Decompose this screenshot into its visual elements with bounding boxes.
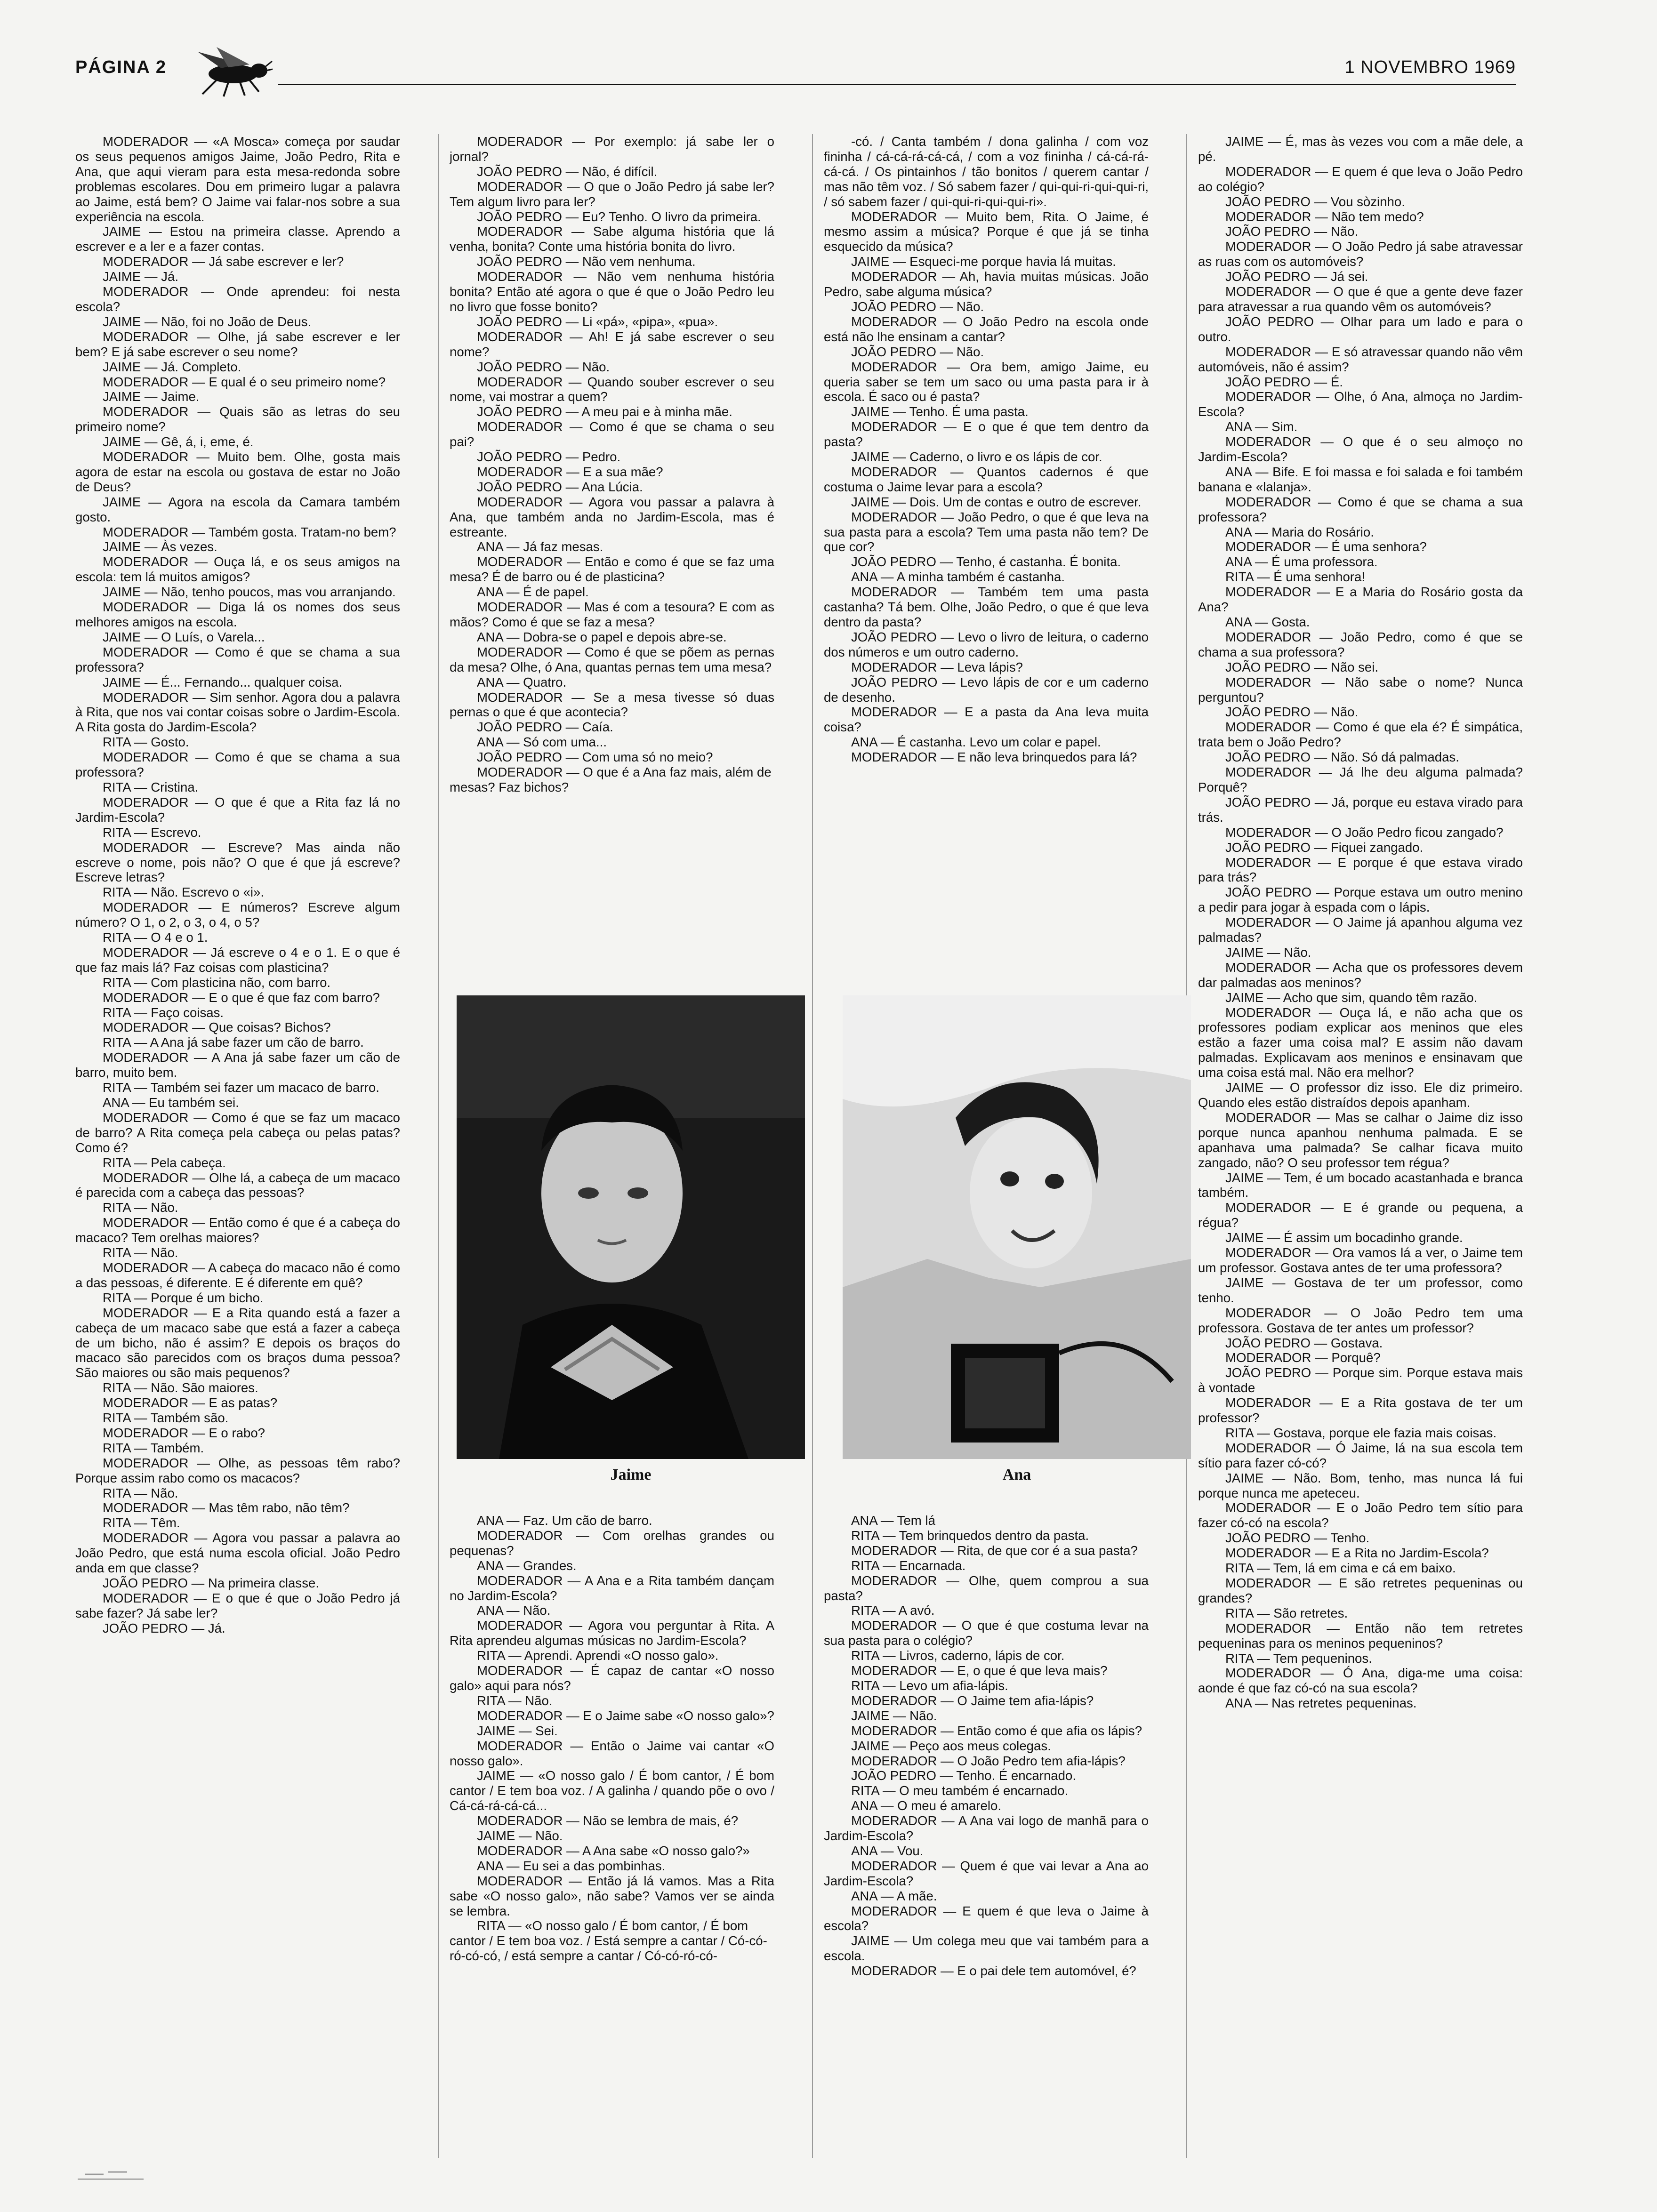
dialogue-paragraph: MODERADOR — Sabe alguma história que lá venha, bonita? Conte uma história bonita do livro. [450,224,774,254]
dialogue-paragraph: MODERADOR — Como é que se põem as pernas da mesa? Olhe, ó Ana, quantas pernas tem uma mesa? [450,644,774,674]
dialogue-paragraph: RITA — Não. [103,1200,178,1215]
column-divider [438,134,439,2158]
dialogue-paragraph: MODERADOR — E porque é que estava virado para trás? [1198,855,1523,885]
dialogue-paragraph: MODERADOR — E quem é que leva o Jaime à escola? [824,1903,1149,1933]
dialogue-paragraph: ANA — Faz. Um cão de barro. [477,1513,652,1528]
dialogue-paragraph: MODERADOR — Então e como é que se faz uma mesa? É de barro ou é de plasticina? [450,554,774,585]
dialogue-paragraph: -có. / Canta também / dona galinha / com voz fininha / cá-cá-rá-cá-cá, / com a voz fininha / cá-cá-rá-cá-cá. / Os pintainhos / tão bonitos / querem cantar / mas não têm voz. / Só sabem fazer / qui-qui-ri-qui-qui-ri, / só sabem fazer / qui-qui-ri-qui-qui-ri». [824,134,1149,209]
dialogue-paragraph: ANA — Nas retretes pequeninas. [1225,1696,1417,1711]
dialogue-paragraph: JOÃO PEDRO — Não. [1225,705,1359,720]
dialogue-paragraph: JAIME — É, mas às vezes vou com a mãe dele, a pé. [1198,134,1523,164]
dialogue-paragraph: MODERADOR — A Ana sabe «O nosso galo?» [477,1843,750,1858]
dialogue-paragraph: MODERADOR — E não leva brinquedos para lá? [851,750,1137,765]
dialogue-paragraph: MODERADOR — Como é que se chama a sua professora? [75,750,400,780]
dialogue-paragraph: MODERADOR — Olhe, as pessoas têm rabo? Porque assim rabo como os macacos? [75,1455,400,1485]
dialogue-paragraph: ANA — Tem lá [851,1513,935,1528]
dialogue-paragraph: MODERADOR — E números? Escreve algum número? O 1, o 2, o 3, o 4, o 5? [75,900,400,930]
dialogue-paragraph: MODERADOR — O João Pedro ficou zangado? [1225,825,1504,840]
dialogue-paragraph: MODERADOR — E as patas? [103,1395,278,1411]
dialogue-paragraph: MODERADOR — Como é que ela é? É simpática, trata bem o João Pedro? [1198,720,1523,750]
dialogue-paragraph: RITA — Faço coisas. [103,1005,224,1020]
dialogue-paragraph: RITA — A Ana já sabe fazer um cão de barro. [103,1035,364,1050]
dialogue-paragraph: RITA — Porque é um bicho. [103,1290,264,1305]
dialogue-paragraph: MODERADOR — Com orelhas grandes ou pequenas? [450,1528,774,1558]
dialogue-paragraph: MODERADOR — Por exemplo: já sabe ler o jornal? [450,134,774,164]
dialogue-paragraph: JAIME — É... Fernando... qualquer coisa. [103,674,343,689]
photo-caption-ana: Ana [1002,1466,1031,1483]
dialogue-paragraph: JOÃO PEDRO — Pedro. [477,449,621,465]
dialogue-paragraph: ANA — Quatro. [477,674,567,689]
dialogue-paragraph: MODERADOR — O João Pedro tem uma professora. Gostava de ter antes um professor? [1198,1305,1523,1335]
dialogue-paragraph: MODERADOR — Então como é que afia os lápis? [851,1723,1142,1738]
dialogue-paragraph: MODERADOR — Também tem uma pasta castanha? Tá bem. Olhe, João Pedro, o que é que leva dentro da pasta? [824,585,1149,629]
dialogue-paragraph: MODERADOR — E o rabo? [103,1425,265,1440]
dialogue-paragraph: MODERADOR — João Pedro, como é que se chama a sua professora? [1198,629,1523,659]
dialogue-paragraph: JOÃO PEDRO — É. [1225,374,1343,389]
dialogue-paragraph: JOÃO PEDRO — Já, porque eu estava virado para trás. [1198,794,1523,825]
dialogue-paragraph: JAIME — É assim um bocadinho grande. [1225,1230,1463,1245]
dialogue-paragraph: JAIME — Às vezes. [103,539,217,554]
dialogue-paragraph: MODERADOR — E a sua mãe? [477,464,663,479]
dialogue-paragraph: MODERADOR — Agora vou perguntar à Rita. A Rita aprendeu algumas músicas no Jardim-Escola? [450,1618,774,1648]
dialogue-paragraph: MODERADOR — E o João Pedro tem sítio para fazer có-có na escola? [1198,1500,1523,1531]
dialogue-paragraph: MODERADOR — Já escreve o 4 e o 1. E o que é que faz mais lá? Faz coisas com plasticina? [75,945,400,975]
dialogue-paragraph: RITA — Aprendi. Aprendi «O nosso galo». [477,1648,719,1663]
dialogue-paragraph: JOÃO PEDRO — Na primeira classe. [103,1576,319,1590]
issue-date: 1 NOVEMBRO 1969 [1344,57,1516,77]
dialogue-paragraph: RITA — É uma senhora! [1225,569,1366,585]
dialogue-paragraph: MODERADOR — O que o João Pedro já sabe ler? Tem algum livro para ler? [450,179,774,209]
dialogue-paragraph: JAIME — Já. [103,269,178,284]
dialogue-paragraph: MODERADOR — E a Rita gostava de ter um professor? [1198,1395,1523,1426]
article-column-2-top [450,134,774,988]
dialogue-paragraph: MODERADOR — A Ana e a Rita também dançam no Jardim-Escola? [450,1573,774,1603]
dialogue-paragraph: MODERADOR — Não sabe o nome? Nunca perguntou? [1198,674,1523,705]
dialogue-paragraph: MODERADOR — E o que é que tem dentro da pasta? [824,419,1149,449]
dialogue-paragraph: ANA — Eu sei a das pombinhas. [477,1858,666,1873]
dialogue-paragraph: JAIME — Não, tenho poucos, mas vou arranjando. [103,585,396,600]
dialogue-paragraph: RITA — A avó. [851,1603,935,1618]
dialogue-paragraph: MODERADOR — E o Jaime sabe «O nosso galo»? [477,1708,774,1723]
dialogue-paragraph: MODERADOR — Ora bem, amigo Jaime, eu queria saber se tem um saco ou uma pasta para ir à escola. É saco ou é pasta? [824,359,1149,404]
dialogue-paragraph: ANA — É uma professora. [1225,554,1378,569]
dialogue-paragraph: MODERADOR — A Ana vai logo de manhã para o Jardim-Escola? [824,1813,1149,1843]
dialogue-paragraph: MODERADOR — Então o Jaime vai cantar «O nosso galo». [450,1738,774,1768]
dialogue-paragraph: MODERADOR — Mas se calhar o Jaime diz isso porque nunca apanhou nenhuma palmada. E se apanhava uma palmada? Se calhar ficava muito zangado, não? O seu professor tem régua? [1198,1110,1523,1170]
dialogue-paragraph: RITA — Pela cabeça. [103,1155,226,1170]
dialogue-paragraph: MODERADOR — O que é que a gente deve fazer para atravessar a rua quando vêm os automóveis? [1198,284,1523,314]
dialogue-paragraph: JAIME — Não, foi no João de Deus. [103,314,312,329]
dialogue-paragraph: JAIME — Já. Completo. [103,359,241,374]
dialogue-paragraph: MODERADOR — O João Pedro na escola onde está não lhe ensinam a cantar? [824,314,1149,344]
dialogue-paragraph: MODERADOR — E só atravessar quando não vêm automóveis, não é assim? [1198,344,1523,374]
dialogue-paragraph: JOÃO PEDRO — Li «pá», «pipa», «pua». [477,314,718,329]
dialogue-paragraph: JAIME — Não. [1225,945,1311,960]
dialogue-paragraph: JOÃO PEDRO — Já. [103,1620,225,1635]
dialogue-paragraph: MODERADOR — Então já lá vamos. Mas a Rita sabe «O nosso galo», não sabe? Vamos ver se ainda se lembra. [450,1873,774,1918]
dialogue-paragraph: ANA — É de papel. [477,585,589,600]
dialogue-paragraph: MODERADOR — Ouça lá, e os seus amigos na escola: tem lá muitos amigos? [75,554,400,585]
dialogue-paragraph: MODERADOR — E são retretes pequeninas ou grandes? [1198,1576,1523,1605]
dialogue-paragraph: JOÃO PEDRO — Eu? Tenho. O livro da primeira. [477,209,761,224]
dialogue-paragraph: MODERADOR — O que é que costuma levar na sua pasta para o colégio? [824,1618,1149,1648]
dialogue-paragraph: JOÃO PEDRO — Porque estava um outro menino a pedir para jogar à espada com o lápis. [1198,885,1523,915]
dialogue-paragraph: MODERADOR — Como é que se chama o seu pai? [450,419,774,449]
dialogue-paragraph: MODERADOR — O que é o seu almoço no Jardim-Escola? [1198,434,1523,465]
dialogue-paragraph: MODERADOR — O que é a Ana faz mais, além de mesas? Faz bichos? [450,765,772,794]
dialogue-paragraph: JOÃO PEDRO — Com uma só no meio? [477,750,713,765]
dialogue-paragraph: MODERADOR — Muito bem, Rita. O Jaime, é mesmo assim a música? Porque é que já se tinha esquecido da música? [824,209,1149,254]
dialogue-paragraph: JOÃO PEDRO — Porque sim. Porque estava mais à vontade [1198,1365,1523,1395]
dialogue-paragraph: RITA — Têm. [103,1515,180,1531]
article-column-4 [1198,134,1523,2158]
dialogue-paragraph: JAIME — Tenho. É uma pasta. [851,404,1029,419]
dialogue-paragraph: ANA — Gosta. [1225,615,1310,629]
dialogue-paragraph: JAIME — Não. Bom, tenho, mas nunca lá fui porque nunca me apeteceu. [1198,1470,1523,1500]
dialogue-paragraph: ANA — Dobra-se o papel e depois abre-se. [477,629,727,644]
dialogue-paragraph: MODERADOR — Agora vou passar a palavra à Ana, que também anda no Jardim-Escola, mas é estreante. [450,494,774,539]
dialogue-paragraph: JOÃO PEDRO — Tenho. É encarnado. [851,1768,1077,1783]
dialogue-paragraph: JOÃO PEDRO — Não sei. [1225,659,1379,674]
article-column-2-bottom [450,1513,774,2158]
dialogue-paragraph: MODERADOR — É capaz de cantar «O nosso galo» aqui para nós? [450,1663,774,1693]
article-column-3-top [824,134,1149,988]
dialogue-paragraph: MODERADOR — O Jaime já apanhou alguma vez palmadas? [1198,915,1523,945]
dialogue-paragraph: JOÃO PEDRO — Não. [851,344,984,359]
dialogue-paragraph: ANA — É castanha. Levo um colar e papel. [851,735,1101,750]
dialogue-paragraph: MODERADOR — Muito bem. Olhe, gosta mais agora de estar na escola ou gostava de estar no João de Deus? [75,449,400,494]
dialogue-paragraph: RITA — «O nosso galo / É bom cantor, / É bom cantor / E tem boa voz. / Está sempre a cantar / Có-có-ró-có-có, / está sempre a cantar / Có-có-ró-có- [450,1918,767,1964]
dialogue-paragraph: JAIME — Estou na primeira classe. Aprendo a escrever e a ler e a fazer contas. [75,224,400,254]
dialogue-paragraph: JAIME — Esqueci-me porque havia lá muitas. [851,254,1116,269]
dialogue-paragraph: ANA — Eu também sei. [103,1095,239,1110]
dialogue-paragraph: JOÃO PEDRO — Levo o livro de leitura, o caderno dos números e um outro caderno. [824,629,1149,659]
dialogue-paragraph: JOÃO PEDRO — Não. Só dá palmadas. [1225,750,1459,765]
dialogue-paragraph: JAIME — O professor diz isso. Ele diz primeiro. Quando eles estão distraídos depois apanham. [1198,1080,1523,1110]
photo-jaime [457,995,805,1459]
dialogue-paragraph: MODERADOR — E qual é o seu primeiro nome? [103,374,386,389]
fly-logo-icon [188,45,273,101]
dialogue-paragraph: JOÃO PEDRO — Olhar para um lado e para o outro. [1198,314,1523,344]
dialogue-paragraph: JOÃO PEDRO — Fiquei zangado. [1225,840,1424,855]
dialogue-paragraph: MODERADOR — Como é que se chama a sua professora? [1198,494,1523,524]
dialogue-paragraph: ANA — Não. [477,1603,551,1618]
dialogue-paragraph: JOÃO PEDRO — Caía. [477,720,613,735]
dialogue-paragraph: RITA — Também. [103,1440,204,1455]
photo-caption-jaime: Jaime [610,1466,652,1483]
dialogue-paragraph: MODERADOR — Quais são as letras do seu primeiro nome? [75,404,400,434]
dialogue-paragraph: MODERADOR — «A Mosca» começa por saudar os seus pequenos amigos Jaime, João Pedro, Rita e Ana, que aqui vieram para esta mesa-redonda sobre problemas escolares. Dou em primeiro lugar a palavra ao Jaime, está bem? O Jaime vai falar-nos sobre a sua experiência na escola. [75,134,400,224]
dialogue-paragraph: JOÃO PEDRO — Vou sòzinho. [1225,194,1405,209]
dialogue-paragraph: JAIME — «O nosso galo / É bom cantor, / É bom cantor / E tem boa voz. / A galinha / quando põe o ovo / Cá-cá-rá-cá-cá... [450,1768,774,1813]
dialogue-paragraph: JOÃO PEDRO — Não. [1225,224,1359,239]
dialogue-paragraph: MODERADOR — E a Rita quando está a fazer a cabeça de um macaco sabe que está a fazer a cabeça de um bicho, não é assim? E depois os braços do macaco são parecidos com os braços duma pessoa? São maiores ou são mais pequenos? [75,1305,400,1380]
dialogue-paragraph: MODERADOR — Rita, de que cor é a sua pasta? [851,1543,1138,1558]
dialogue-paragraph: MODERADOR — Também gosta. Tratam-no bem? [103,524,396,539]
dialogue-paragraph: MODERADOR — Olhe, já sabe escrever e ler bem? E já sabe escrever o seu nome? [75,329,400,359]
dialogue-paragraph: RITA — Livros, caderno, lápis de cor. [851,1648,1065,1663]
dialogue-paragraph: RITA — Cristina. [103,779,199,794]
dialogue-paragraph: ANA — A mãe. [851,1888,937,1903]
dialogue-paragraph: MODERADOR — E, o que é que leva mais? [851,1663,1108,1678]
header-rule [278,84,1516,85]
dialogue-paragraph: MODERADOR — Não tem medo? [1225,209,1424,224]
dialogue-paragraph: MODERADOR — Como é que se faz um macaco de barro? A Rita começa pela cabeça ou pelas patas? Como é? [75,1110,400,1155]
dialogue-paragraph: ANA — Sim. [1225,419,1298,434]
dialogue-paragraph: MODERADOR — Que coisas? Bichos? [103,1020,331,1035]
dialogue-paragraph: JAIME — O Luís, o Varela... [103,629,265,644]
dialogue-paragraph: RITA — Gostava, porque ele fazia mais coisas. [1225,1425,1497,1440]
dialogue-paragraph: JAIME — Peço aos meus colegas. [851,1738,1051,1753]
dialogue-paragraph: MODERADOR — Olhe lá, a cabeça de um macaco é parecida com a cabeça das pessoas? [75,1170,400,1200]
dialogue-paragraph: RITA — São retretes. [1225,1605,1348,1620]
dialogue-paragraph: RITA — Encarnada. [851,1558,966,1573]
dialogue-paragraph: JOÃO PEDRO — Não. [851,299,984,314]
dialogue-paragraph: RITA — O 4 e o 1. [103,930,208,945]
dialogue-paragraph: MODERADOR — Ah, havia muitas músicas. João Pedro, sabe alguma música? [824,269,1149,299]
dialogue-paragraph: MODERADOR — Mas têm rabo, não têm? [103,1500,350,1515]
dialogue-paragraph: JOÃO PEDRO — A meu pai e à minha mãe. [477,404,732,419]
dialogue-paragraph: JOÃO PEDRO — Já sei. [1225,269,1368,284]
dialogue-paragraph: MODERADOR — João Pedro, o que é que leva na sua pasta para a escola? Tem uma pasta não tem? De que cor? [824,509,1149,554]
dialogue-paragraph: ANA — Grandes. [477,1558,577,1573]
dialogue-paragraph: RITA — Tem pequeninos. [1225,1651,1372,1666]
dialogue-paragraph: RITA — Também são. [103,1411,229,1426]
dialogue-paragraph: MODERADOR — O Jaime tem afia-lápis? [851,1693,1094,1708]
dialogue-paragraph: MODERADOR — Agora vou passar a palavra ao João Pedro, que está numa escola oficial. João Pedro anda em que classe? [75,1531,400,1576]
dialogue-paragraph: ANA — O meu é amarelo. [851,1798,1001,1813]
dialogue-paragraph: MODERADOR — Ora vamos lá a ver, o Jaime tem um professor. Gostava antes de ter uma professora? [1198,1245,1523,1275]
dialogue-paragraph: MODERADOR — E a Rita no Jardim-Escola? [1225,1546,1489,1561]
article-column-1 [75,134,400,2158]
dialogue-paragraph: JAIME — Dois. Um de contas e outro de escrever. [851,494,1142,509]
dialogue-paragraph: RITA — Tem, lá em cima e cá em baixo. [1225,1561,1456,1576]
dialogue-paragraph: JAIME — Gê, á, i, eme, é. [103,434,254,449]
dialogue-paragraph: RITA — Com plasticina não, com barro. [103,975,331,990]
dialogue-paragraph: JAIME — Gostava de ter um professor, como tenho. [1198,1275,1523,1305]
photo-ana [843,995,1191,1459]
dialogue-paragraph: JOÃO PEDRO — Ana Lúcia. [477,479,643,494]
dialogue-paragraph: RITA — Levo um afia-lápis. [851,1678,1008,1693]
dialogue-paragraph: MODERADOR — Ouça lá, e não acha que os professores podiam explicar aos meninos que eles estão a fazer uma coisa mal? E assim não davam palmadas. Explicavam aos meninos e ensinavam que uma coisa está mal. Não era melhor? [1198,1005,1523,1080]
dialogue-paragraph: MODERADOR — Quando souber escrever o seu nome, vai mostrar a quem? [450,374,774,404]
dialogue-paragraph: RITA — Não. [477,1693,553,1708]
dialogue-paragraph: MODERADOR — E a pasta da Ana leva muita coisa? [824,705,1149,735]
dialogue-paragraph: ANA — Vou. [851,1843,924,1858]
dialogue-paragraph: ANA — Já faz mesas. [477,539,603,554]
dialogue-paragraph: MODERADOR — Já sabe escrever e ler? [103,254,344,269]
column-divider [812,134,813,2158]
dialogue-paragraph: RITA — Tem brinquedos dentro da pasta. [851,1528,1089,1543]
dialogue-paragraph: MODERADOR — E o que é que o João Pedro já sabe fazer? Já sabe ler? [75,1590,400,1620]
dialogue-paragraph: RITA — Gosto. [103,735,189,750]
dialogue-paragraph: JAIME — Tem, é um bocado acastanhada e branca também. [1198,1170,1523,1200]
printer-mark-icon [75,2160,146,2184]
dialogue-paragraph: RITA — Não. [103,1485,178,1500]
dialogue-paragraph: MODERADOR — Já lhe deu alguma palmada? Porquê? [1198,765,1523,794]
dialogue-paragraph: MODERADOR — É uma senhora? [1225,539,1427,554]
dialogue-paragraph: RITA — Não. São maiores. [103,1380,258,1395]
dialogue-paragraph: MODERADOR — Escreve? Mas ainda não escreve o nome, pois não? O que é que já escreve? Escreve letras? [75,840,400,885]
dialogue-paragraph: MODERADOR — Ó Ana, diga-me uma coisa: aonde é que faz có-có na sua escola? [1198,1666,1523,1696]
dialogue-paragraph: RITA — O meu também é encarnado. [851,1783,1069,1798]
dialogue-paragraph: RITA — Escrevo. [103,825,201,840]
dialogue-paragraph: MODERADOR — Não se lembra de mais, é? [477,1813,739,1828]
dialogue-paragraph: MODERADOR — Então como é que é a cabeça do macaco? Tem orelhas maiores? [75,1215,400,1245]
dialogue-paragraph: MODERADOR — Não vem nenhuma história bonita? Então até agora o que é que o João Pedro leu no livro que fosse bonito? [450,269,774,314]
dialogue-paragraph: MODERADOR — Quem é que vai levar a Ana ao Jardim-Escola? [824,1858,1149,1888]
dialogue-paragraph: MODERADOR — Como é que se chama a sua professora? [75,644,400,674]
dialogue-paragraph: MODERADOR — Onde aprendeu: foi nesta escola? [75,284,400,314]
dialogue-paragraph: MODERADOR — Olhe, ó Ana, almoça no Jardim-Escola? [1198,389,1523,419]
dialogue-paragraph: JOÃO PEDRO — Não, é difícil. [477,164,658,179]
dialogue-paragraph: MODERADOR — Então não tem retretes pequeninas para os meninos pequeninos? [1198,1620,1523,1651]
dialogue-paragraph: MODERADOR — Olhe, quem comprou a sua pasta? [824,1573,1149,1603]
dialogue-paragraph: MODERADOR — Acha que os professores devem dar palmadas aos meninos? [1198,960,1523,990]
dialogue-paragraph: MODERADOR — Quantos cadernos é que costuma o Jaime levar para a escola? [824,464,1149,494]
dialogue-paragraph: JAIME — Caderno, o livro e os lápis de cor. [851,449,1102,465]
dialogue-paragraph: JOÃO PEDRO — Não. [477,359,610,374]
dialogue-paragraph: JAIME — Agora na escola da Camara também gosto. [75,494,400,524]
dialogue-paragraph: MODERADOR — Ah! E já sabe escrever o seu nome? [450,329,774,359]
dialogue-paragraph: MODERADOR — E o pai dele tem automóvel, é? [851,1964,1136,1979]
dialogue-paragraph: JAIME — Não. [851,1708,937,1723]
dialogue-paragraph: MODERADOR — Diga lá os nomes dos seus melhores amigos na escola. [75,600,400,629]
dialogue-paragraph: MODERADOR — A cabeça do macaco não é como a das pessoas, é diferente. E é diferente em quê? [75,1260,400,1290]
dialogue-paragraph: JAIME — Não. [477,1828,563,1843]
dialogue-paragraph: ANA — Bife. E foi massa e foi salada e foi também banana e «lalanja». [1198,464,1523,494]
dialogue-paragraph: JAIME — Acho que sim, quando têm razão. [1225,990,1478,1005]
dialogue-paragraph: RITA — Não. [103,1245,178,1260]
dialogue-paragraph: JOÃO PEDRO — Tenho. [1225,1531,1370,1546]
dialogue-paragraph: JOÃO PEDRO — Não vem nenhuma. [477,254,696,269]
dialogue-paragraph: MODERADOR — Se a mesa tivesse só duas pernas o que é que acontecia? [450,689,774,720]
dialogue-paragraph: MODERADOR — E o que é que faz com barro? [103,990,380,1005]
dialogue-paragraph: ANA — Só com uma... [477,735,607,750]
dialogue-paragraph: JAIME — Um colega meu que vai também para a escola. [824,1933,1149,1964]
dialogue-paragraph: MODERADOR — Leva lápis? [851,659,1023,674]
dialogue-paragraph: MODERADOR — Sim senhor. Agora dou a palavra à Rita, que nos vai contar coisas sobre o Jardim-Escola. A Rita gosta do Jardim-Escola? [75,689,400,735]
dialogue-paragraph: MODERADOR — E é grande ou pequena, a régua? [1198,1200,1523,1230]
dialogue-paragraph: MODERADOR — Ó Jaime, lá na sua escola tem sítio para fazer có-có? [1198,1440,1523,1470]
dialogue-paragraph: MODERADOR — O João Pedro tem afia-lápis? [851,1753,1126,1768]
dialogue-paragraph: JAIME — Jaime. [103,389,200,404]
dialogue-paragraph: JOÃO PEDRO — Gostava. [1225,1335,1383,1350]
dialogue-paragraph: JOÃO PEDRO — Levo lápis de cor e um caderno de desenho. [824,674,1149,705]
dialogue-paragraph: MODERADOR — E quem é que leva o João Pedro ao colégio? [1198,164,1523,194]
dialogue-paragraph: MODERADOR — Mas é com a tesoura? E com as mãos? Como é que se faz a mesa? [450,600,774,629]
dialogue-paragraph: MODERADOR — A Ana já sabe fazer um cão de barro, muito bem. [75,1050,400,1080]
dialogue-paragraph: RITA — Não. Escrevo o «i». [103,885,265,900]
dialogue-paragraph: MODERADOR — Porquê? [1225,1350,1381,1365]
dialogue-paragraph: RITA — Também sei fazer um macaco de barro. [103,1080,379,1095]
page-label: PÁGINA 2 [75,57,167,77]
dialogue-paragraph: MODERADOR — E a Maria do Rosário gosta da Ana? [1198,585,1523,615]
dialogue-paragraph: ANA — Maria do Rosário. [1225,524,1374,539]
dialogue-paragraph: JAIME — Sei. [477,1723,558,1738]
dialogue-paragraph: MODERADOR — O que é que a Rita faz lá no Jardim-Escola? [75,794,400,825]
dialogue-paragraph: MODERADOR — O João Pedro já sabe atravessar as ruas com os automóveis? [1198,239,1523,269]
dialogue-paragraph: JOÃO PEDRO — Tenho, é castanha. É bonita. [851,554,1121,569]
article-column-3-bottom [824,1513,1149,2158]
dialogue-paragraph: ANA — A minha também é castanha. [851,569,1065,585]
